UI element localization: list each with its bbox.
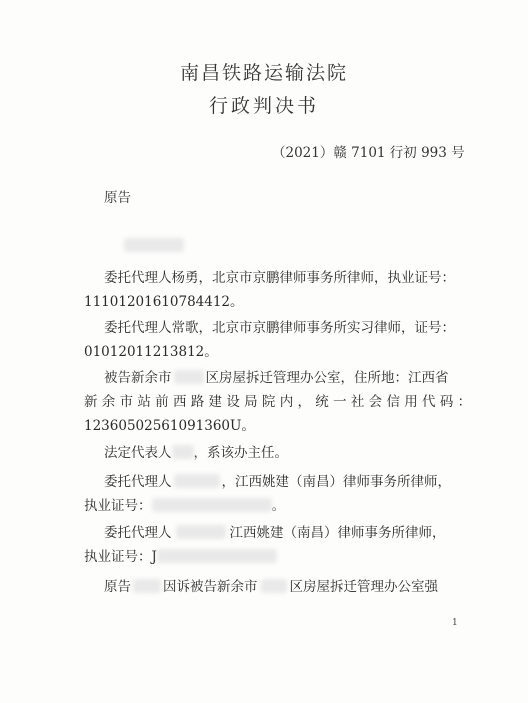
defendant-line3: 12360502561091360U。: [84, 418, 255, 434]
agent1-line2: 11101201610784412。: [84, 294, 244, 310]
document-type: 行政判决书: [208, 95, 319, 117]
agent1-line1: 委托代理人杨勇，北京市京鹏律师事务所律师，执业证号：: [104, 270, 455, 286]
defendant-line1: [104, 368, 449, 388]
court-name: 南昌铁路运输法院: [179, 62, 348, 84]
redaction-mask: [157, 549, 277, 563]
defendant-post: 区房屋拆迁管理办公室，住所地：江西省: [205, 370, 449, 386]
def-agent2-line2: [84, 547, 277, 567]
redaction-mask: [124, 238, 184, 252]
case-number: （2021）赣 7101 行初 993 号: [272, 145, 465, 161]
page-number: 1: [452, 618, 458, 628]
summary-line: [104, 577, 438, 597]
summary-post: 区房屋拆迁管理办公室强: [289, 579, 438, 595]
summary-mid: 因诉被告新余市: [163, 579, 258, 595]
agent2-line2: 01012011213812。: [84, 344, 218, 360]
def-agent2-line1: [104, 523, 446, 543]
redaction-mask: [152, 498, 272, 512]
redaction-mask: [172, 445, 194, 459]
defendant-pre: 被告新余市: [104, 370, 172, 386]
redaction-mask: [261, 579, 287, 593]
redaction-mask: [174, 370, 204, 384]
redaction-mask: [133, 579, 161, 593]
agent2-line1: 委托代理人常歌，北京市京鹏律师事务所实习律师，证号：: [104, 320, 455, 336]
redaction-mask: [174, 474, 220, 488]
def-agent1-line2-post: 。: [271, 498, 285, 514]
def-agent1-pre: 委托代理人: [104, 474, 172, 490]
summary-pre: 原告: [104, 579, 131, 595]
redaction-mask: [176, 525, 226, 539]
defendant-line2: 新 余 市 站 前 西 路 建 设 局 院 内 ， 统 一 社 会 信 用 代 码 ：: [84, 394, 472, 410]
def-agent1-line1: [104, 472, 451, 492]
def-agent2-line2-post: J: [151, 549, 157, 565]
def-agent1-post: ，江西姚建（南昌）律师事务所律师，: [221, 474, 451, 490]
legal-rep-pre: 法定代表人: [104, 445, 172, 461]
legal-rep-line: [104, 443, 288, 463]
def-agent2-line2-pre: 执业证号：: [84, 549, 152, 565]
legal-rep-post: ，系该办主任。: [193, 445, 288, 461]
def-agent2-post: 江西姚建（南昌）律师事务所律师，: [229, 525, 446, 541]
def-agent1-line2-pre: 执业证号：: [84, 498, 152, 514]
def-agent2-pre: 委托代理人: [104, 525, 172, 541]
plaintiff-label: 原告: [104, 190, 131, 206]
plaintiff-redacted: [124, 236, 184, 256]
def-agent1-line2: [84, 496, 285, 516]
